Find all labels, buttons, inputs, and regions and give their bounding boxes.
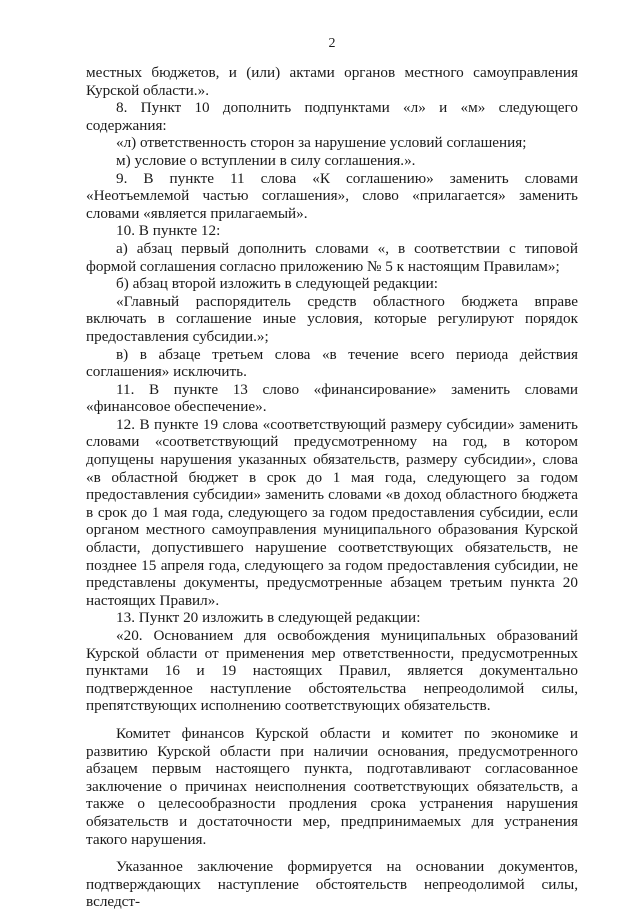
paragraph: а) абзац первый дополнить словами «, в соответствии с типовой формой соглашения согласно приложению № 5 к настоящим Правилам»;: [86, 239, 578, 275]
paragraph: 9. В пункте 11 слова «К соглашению» заменить словами «Неотъемлемой частью соглашения», слово «прилагается» заменить словами «является прилагаемый».: [86, 169, 578, 222]
paragraph: 12. В пункте 19 слова «соответствующий размеру субсидии» заменить словами «соответствующий предусмотренному на год, в котором допущены нарушения указанных обязательств, размеру субсидии», слова «в областной бюджет в срок до 1 мая года, следующего за годом предоставления субсидии» заменить словами «в доход областного бюджета в срок до 1 мая года, следующего за годом предоставления субсидии, если органом местного самоуправления муниципального образования Курской области, допустившего нарушение соответствующих обязательств, не позднее 15 апреля года, следующего за годом предоставления субсидии, не представлены документы, предусмотренные абзацем третьим пункта 20 настоящих Правил».: [86, 415, 578, 609]
paragraph: «л) ответственность сторон за нарушение условий соглашения;: [116, 134, 527, 152]
paragraph: 10. В пункте 12:: [116, 222, 221, 240]
paragraph: м) условие о вступлении в силу соглашения.».: [116, 151, 416, 169]
paragraph: б) абзац второй изложить в следующей редакции:: [116, 275, 438, 293]
page-number: 2: [328, 36, 336, 51]
document-body: [86, 64, 578, 911]
paragraph: Комитет финансов Курской области и комитет по экономике и развитию Курской области при наличии основания, предусмотренного абзацем первым настоящего пункта, подготавливают согласованное заключение о причинах неисполнения соответствующих обязательств, а также о целесообразности продления срока устранения нарушения обязательств и достаточности мер, предпринимаемых для устранения такого нарушения.: [86, 724, 578, 848]
paragraph: 11. В пункте 13 слово «финансирование» заменить словами «финансовое обеспечение».: [86, 380, 578, 416]
paragraph: 8. Пункт 10 дополнить подпунктами «л» и «м» следующего содержания:: [86, 99, 578, 134]
paragraph: «20. Основанием для освобождения муниципальных образований Курской области от применения мер ответственности, предусмотренных пунктами 16 и 19 настоящих Правил, является документально подтвержденное наступление обстоятельства непреодолимой силы, препятствующих исполнению соответствующих обязательств.: [86, 627, 578, 715]
paragraph: в) в абзаце третьем слова «в течение всего периода действия соглашения» исключить.: [86, 345, 578, 381]
paragraph: 13. Пункт 20 изложить в следующей редакции:: [116, 609, 421, 627]
paragraph: Указанное заключение формируется на основании документов, подтверждающих наступление обстоятельств непреодолимой силы, вследст-: [86, 858, 578, 911]
paragraph: «Главный распорядитель средств областного бюджета вправе включать в соглашение иные условия, которые регулируют порядок предоставления субсидии.»;: [86, 292, 578, 345]
paragraph: местных бюджетов, и (или) актами органов местного самоуправления Курской области.».: [86, 64, 578, 99]
